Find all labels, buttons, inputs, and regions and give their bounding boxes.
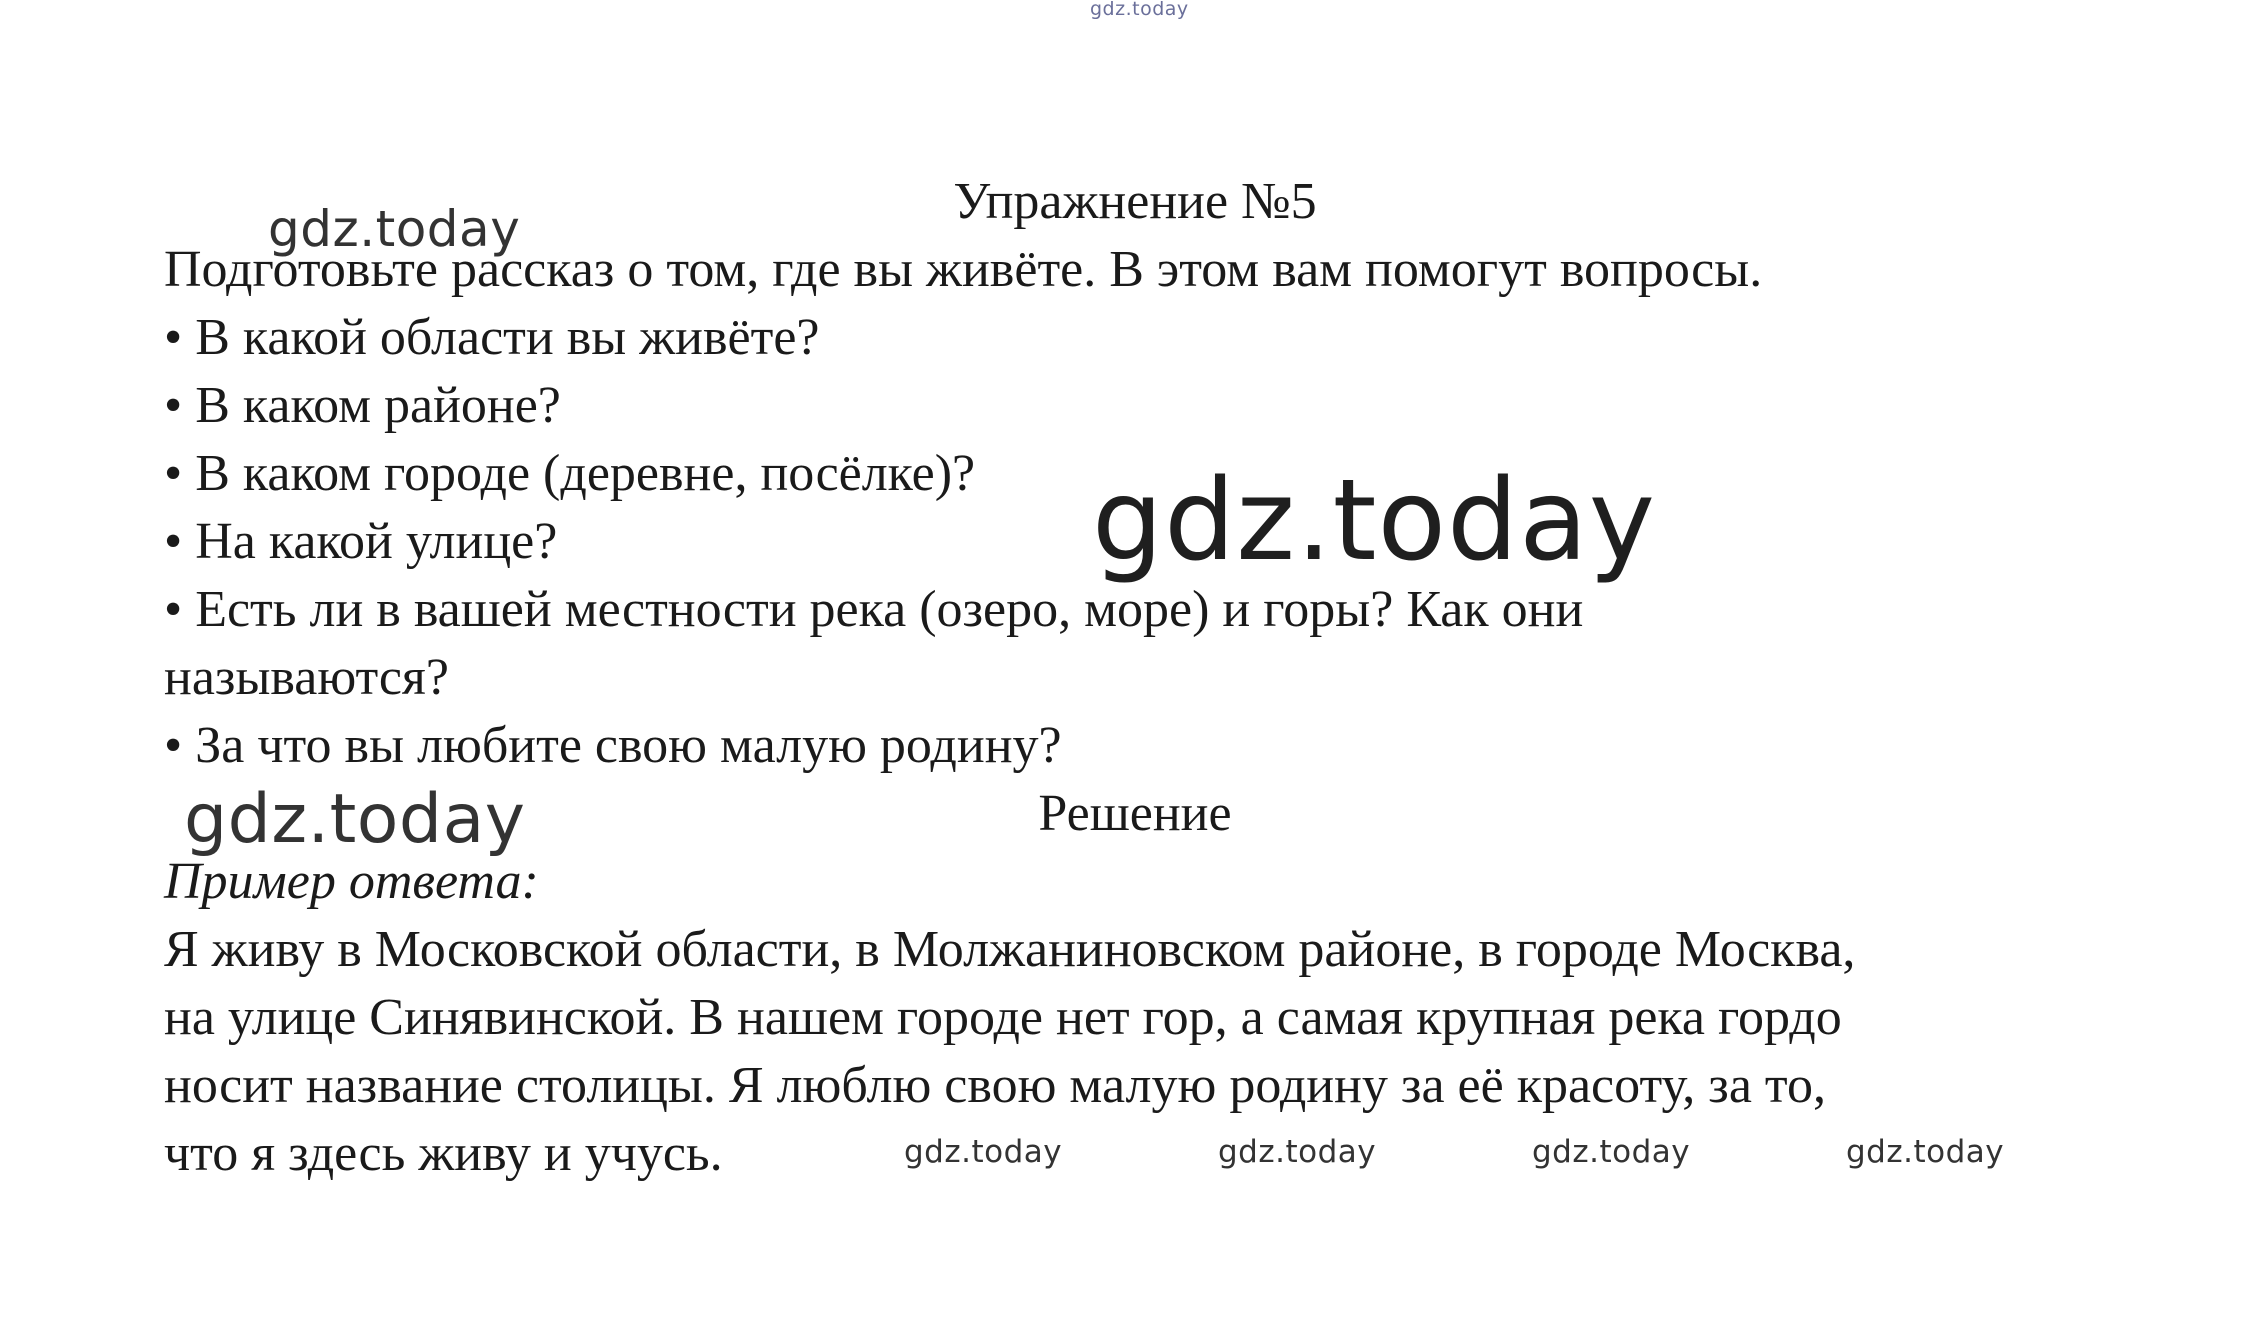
- solution-heading: Решение: [1038, 785, 1232, 842]
- watermark-bottom: gdz.today: [1532, 1134, 1691, 1170]
- answer-line: что я здесь живу и учусь.: [164, 1125, 723, 1182]
- answer-line: Я живу в Московской области, в Молжаниновском районе, в городе Москва,: [164, 921, 1856, 978]
- question-item: • На какой улице?: [164, 513, 558, 570]
- watermark-bottom: gdz.today: [904, 1134, 1063, 1170]
- watermark-lower-left: gdz.today: [184, 780, 526, 859]
- exercise-title: Упражнение №5: [953, 173, 1317, 230]
- question-item: • В какой области вы живёте?: [164, 309, 820, 366]
- watermark-bottom: gdz.today: [1218, 1134, 1377, 1170]
- exercise-task: Подготовьте рассказ о том, где вы живёте. В этом вам помогут вопросы.: [164, 241, 1763, 298]
- question-item: • За что вы любите свою малую родину?: [164, 717, 1062, 774]
- watermark-upper-left: gdz.today: [268, 200, 521, 258]
- question-item: • В каком районе?: [164, 377, 561, 434]
- answer-line: на улице Синявинской. В нашем городе нет гор, а самая крупная река гордо: [164, 989, 1842, 1046]
- question-item: • Есть ли в вашей местности река (озеро, море) и горы? Как они: [164, 581, 1584, 638]
- question-item-continuation: называются?: [164, 649, 449, 706]
- watermark-bottom: gdz.today: [1846, 1134, 2005, 1170]
- watermark-top: gdz.today: [1090, 0, 1189, 20]
- question-item: • В каком городе (деревне, посёлке)?: [164, 445, 976, 502]
- example-label: Пример ответа:: [164, 853, 539, 910]
- watermark-center: gdz.today: [1092, 456, 1657, 586]
- answer-line: носит название столицы. Я люблю свою малую родину за её красоту, за то,: [164, 1057, 1826, 1114]
